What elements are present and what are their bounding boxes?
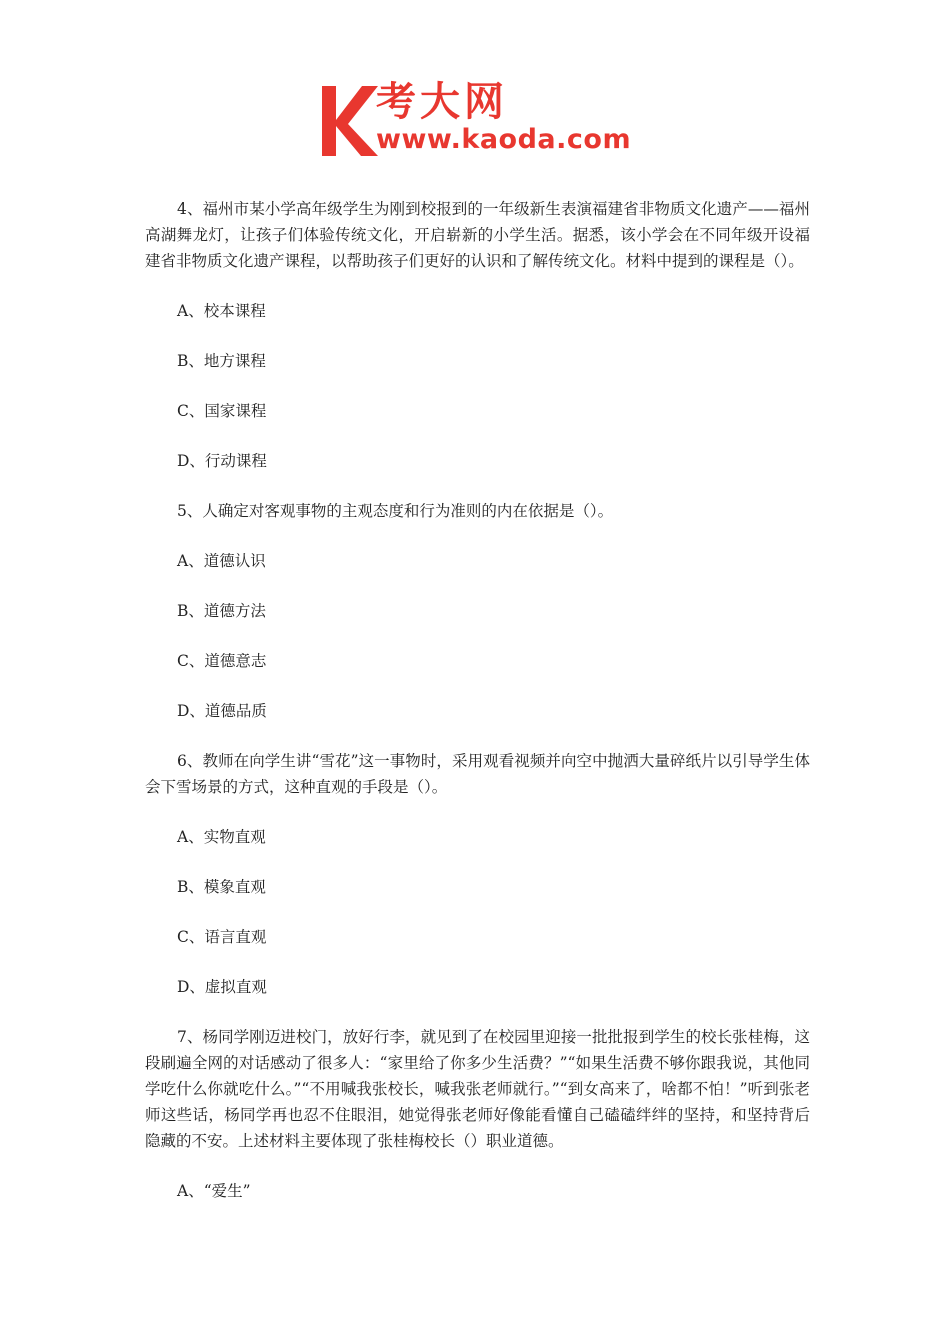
kaoda-logo bbox=[318, 78, 648, 160]
option-item: C、国家课程 bbox=[177, 402, 267, 420]
option-item: D、行动课程 bbox=[177, 452, 267, 470]
option-item: A、校本课程 bbox=[177, 302, 266, 320]
option-item: A、道德认识 bbox=[177, 552, 266, 570]
question-stem: 4、福州市某小学高年级学生为刚到校报到的一年级新生表演福建省非物质文化遗产——福州高湖舞龙灯，让孩子们体验传统文化，开启崭新的小学生活。据悉，该小学会在不同年级开设福建省非物质文化遗产课程，以帮助孩子们更好的认识和了解传统文化。材料中提到的课程是（）。 bbox=[145, 200, 810, 270]
option-item: D、道德品质 bbox=[177, 702, 267, 720]
question-stem: 7、杨同学刚迈进校门，放好行李，就见到了在校园里迎接一批批报到学生的校长张桂梅，这段刷遍全网的对话感动了很多人：“家里给了你多少生活费？”“如果生活费不够你跟我说，其他同学吃什么你就吃什么。”“不用喊我张校长，喊我张老师就行。”“到女高来了，啥都不怕！”听到张老师这些话，杨同学再也忍不住眼泪，她觉得张老师好像能看懂自己磕磕绊绊的坚持，和坚持背后隐藏的不安。上述材料主要体现了张桂梅校长（）职业道德。 bbox=[145, 1028, 810, 1150]
option-item: D、虚拟直观 bbox=[177, 978, 267, 996]
k-mark-icon bbox=[318, 78, 380, 160]
option-item: B、道德方法 bbox=[177, 602, 266, 620]
option-item: A、“爱生” bbox=[177, 1182, 251, 1200]
logo-url: www.kaoda.com bbox=[376, 124, 632, 155]
option-item: B、模象直观 bbox=[177, 878, 266, 896]
option-item: A、实物直观 bbox=[177, 828, 266, 846]
question-stem: 5、人确定对客观事物的主观态度和行为准则的内在依据是（）。 bbox=[177, 502, 614, 520]
question-list bbox=[145, 196, 810, 1204]
option-item: C、语言直观 bbox=[177, 928, 267, 946]
option-item: B、地方课程 bbox=[177, 352, 266, 370]
question-stem: 6、教师在向学生讲“雪花”这一事物时，采用观看视频并向空中抛洒大量碎纸片以引导学生体会下雪场景的方式，这种直观的手段是（）。 bbox=[145, 752, 810, 796]
logo-name: 考大网 bbox=[376, 79, 508, 125]
option-item: C、道德意志 bbox=[177, 652, 267, 670]
